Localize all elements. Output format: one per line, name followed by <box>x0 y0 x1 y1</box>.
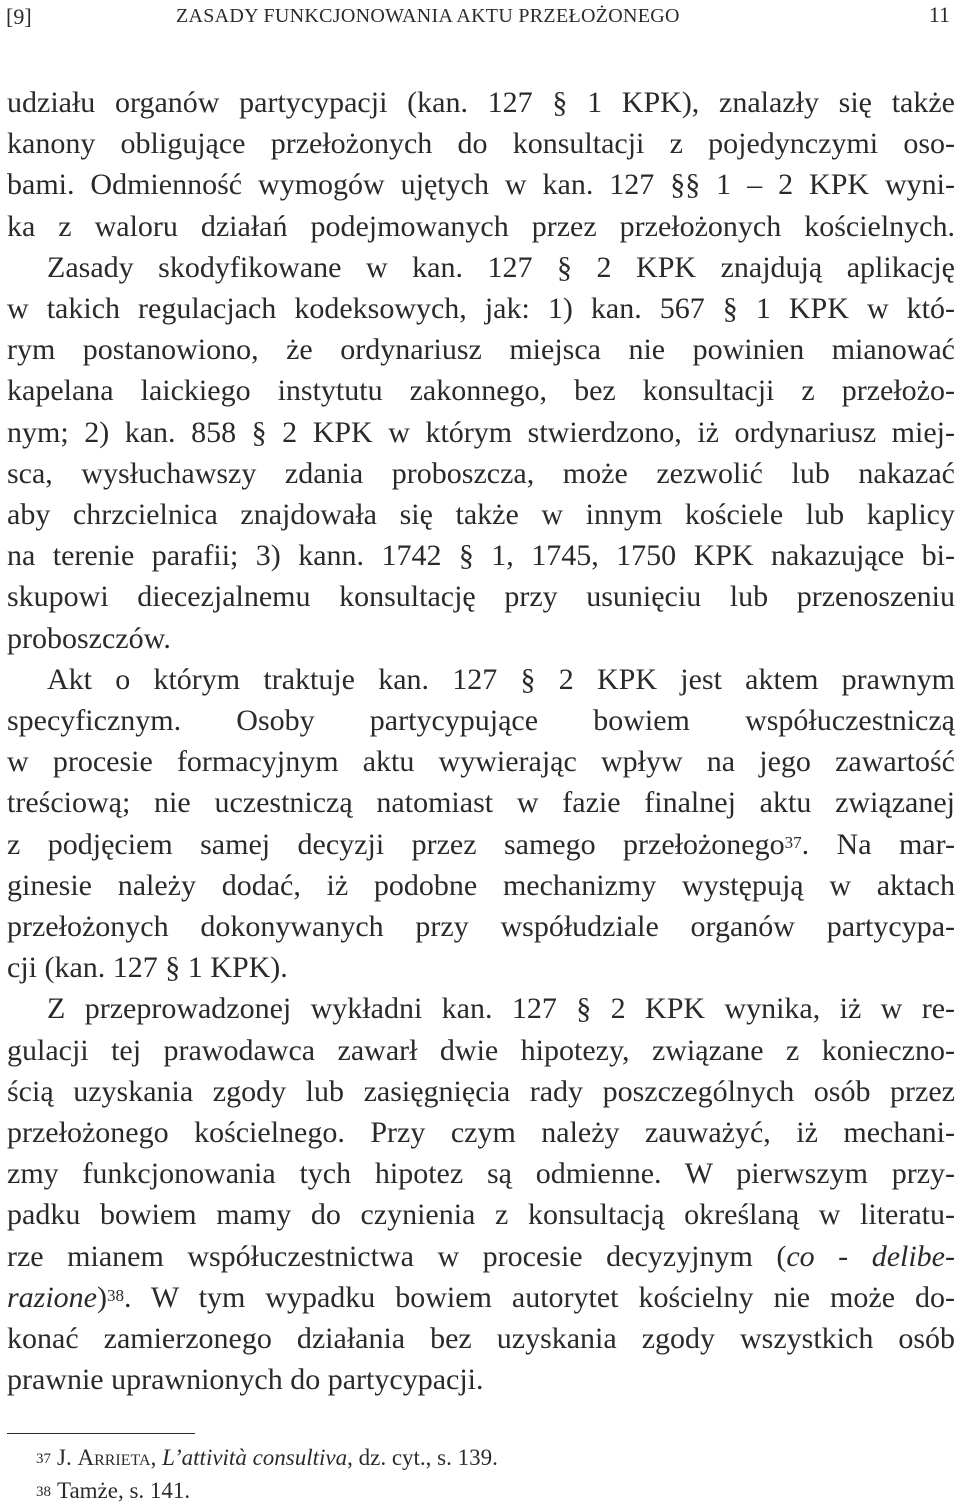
footnote-ref-37[interactable]: 37 <box>784 832 802 852</box>
text-line: kanony obligujące przełożonych do konsultacji z pojedynczymi oso- <box>7 127 955 161</box>
text-run: . Na mar- <box>801 827 955 861</box>
footnote-number: 38 <box>36 1484 51 1500</box>
text-run: rze mianem współuczestnictwa w procesie decyzyjnym ( <box>7 1239 787 1273</box>
text-line: rym postanowiono, że ordynariusz miejsca nie powinien mianować <box>7 333 955 367</box>
text-line: przełożonego kościelnego. Przy czym należy zauważyć, iż mechani- <box>7 1116 955 1150</box>
italic-term: razione <box>7 1280 97 1314</box>
text-run: z podjęciem samej decyzji przez samego przełożonego <box>7 827 785 861</box>
footnote-rest: , dz. cyt., s. 139. <box>347 1445 498 1470</box>
text-line: treściową; nie uczestniczą natomiast w fazie finalnej aktu związanej <box>7 786 955 820</box>
footnote-text: Tamże, s. 141. <box>57 1478 191 1503</box>
page-number: 11 <box>928 2 950 27</box>
text-line: w procesie formacyjnym aktu wywierając wpływ na jego zawartość <box>7 745 955 779</box>
text-line: proboszczów. <box>7 621 171 655</box>
text-run: ) <box>97 1280 107 1314</box>
footnote-38 <box>36 1474 498 1507</box>
text-line: konać zamierzonego działania bez uzyskania zgody wszystkich osób <box>7 1322 955 1356</box>
running-title: ZASADY FUNKCJONOWANIA AKTU PRZEŁOŻONEGO <box>176 5 680 27</box>
footnote-ref-38[interactable]: 38 <box>107 1285 124 1305</box>
text-line <box>7 824 955 865</box>
footnote-number: 37 <box>36 1451 51 1467</box>
body-text <box>7 82 955 1401</box>
footnote-initial: J. <box>57 1445 78 1470</box>
text-run: . W tym wypadku bowiem autorytet kościelny nie może do- <box>124 1280 955 1314</box>
text-line: sca, wysłuchawszy zdania proboszcza, może zezwolić lub nakazać <box>7 456 955 490</box>
text-line <box>7 1236 955 1277</box>
text-line: padku bowiem mamy do czynienia z konsultacją określaną w literatu- <box>7 1198 955 1232</box>
text-line: specyficznym. Osoby partycypujące bowiem współuczestniczą <box>7 704 955 738</box>
text-line: ka z waloru działań podejmowanych przez przełożonych kościelnych. <box>7 209 955 243</box>
text-line: przełożonych dokonywanych przy współudziale organów partycypa- <box>7 910 955 944</box>
text-line: skupowi diecezjalnemu konsultację przy usunięciu lub przenoszeniu <box>7 580 955 614</box>
text-line: gulacji tej prawodawca zawarł dwie hipotezy, związane z konieczno- <box>7 1033 955 1067</box>
text-line: udziału organów partycypacji (kan. 127 § 1 KPK), znalazły się także <box>7 86 955 119</box>
footnote-author: Arrieta <box>77 1445 151 1470</box>
text-line: zmy funkcjonowania tych hipotez są odmienne. W pierwszym przy- <box>7 1157 955 1191</box>
text-line: nym; 2) kan. 858 § 2 KPK w którym stwierdzono, iż ordynariusz miej- <box>7 415 955 449</box>
footnote-sep: , <box>150 1445 163 1470</box>
text-line: Z przeprowadzonej wykładni kan. 127 § 2 KPK wynika, iż w re- <box>47 992 955 1026</box>
text-line: kapelana laickiego instytutu zakonnego, bez konsultacji z przełożo- <box>7 374 955 408</box>
text-line: Zasady skodyfikowane w kan. 127 § 2 KPK znajdują aplikację <box>47 250 955 284</box>
running-header <box>0 0 960 40</box>
footnotes <box>36 1441 498 1507</box>
text-line: prawnie uprawnionych do partycypacji. <box>7 1363 484 1397</box>
text-line: na terenie parafii; 3) kann. 1742 § 1, 1745, 1750 KPK nakazujące bi- <box>7 539 955 573</box>
text-line: w takich regulacjach kodeksowych, jak: 1) kan. 567 § 1 KPK w któ- <box>7 292 955 326</box>
text-line: ścią uzyskania zgody lub zasięgnięcia rady poszczególnych osób przez <box>7 1074 955 1108</box>
text-line: Akt o którym traktuje kan. 127 § 2 KPK jest aktem prawnym <box>47 662 955 696</box>
text-line: ginesie należy dodać, iż podobne mechanizmy występują w aktach <box>7 868 955 902</box>
section-marker: [9] <box>6 4 32 29</box>
italic-term: co - delibe- <box>786 1239 955 1273</box>
text-line: aby chrzcielnica znajdowała się także w innym kościele lub kaplicy <box>7 498 955 532</box>
text-line: cji (kan. 127 § 1 KPK). <box>7 951 288 985</box>
footnote-37 <box>36 1441 498 1474</box>
footnote-divider <box>7 1433 195 1434</box>
text-line <box>7 1277 955 1318</box>
footnote-work-title: L’attività consultiva <box>162 1445 348 1470</box>
text-line: bami. Odmienność wymogów ujętych w kan. 127 §§ 1 – 2 KPK wyni- <box>7 168 955 202</box>
